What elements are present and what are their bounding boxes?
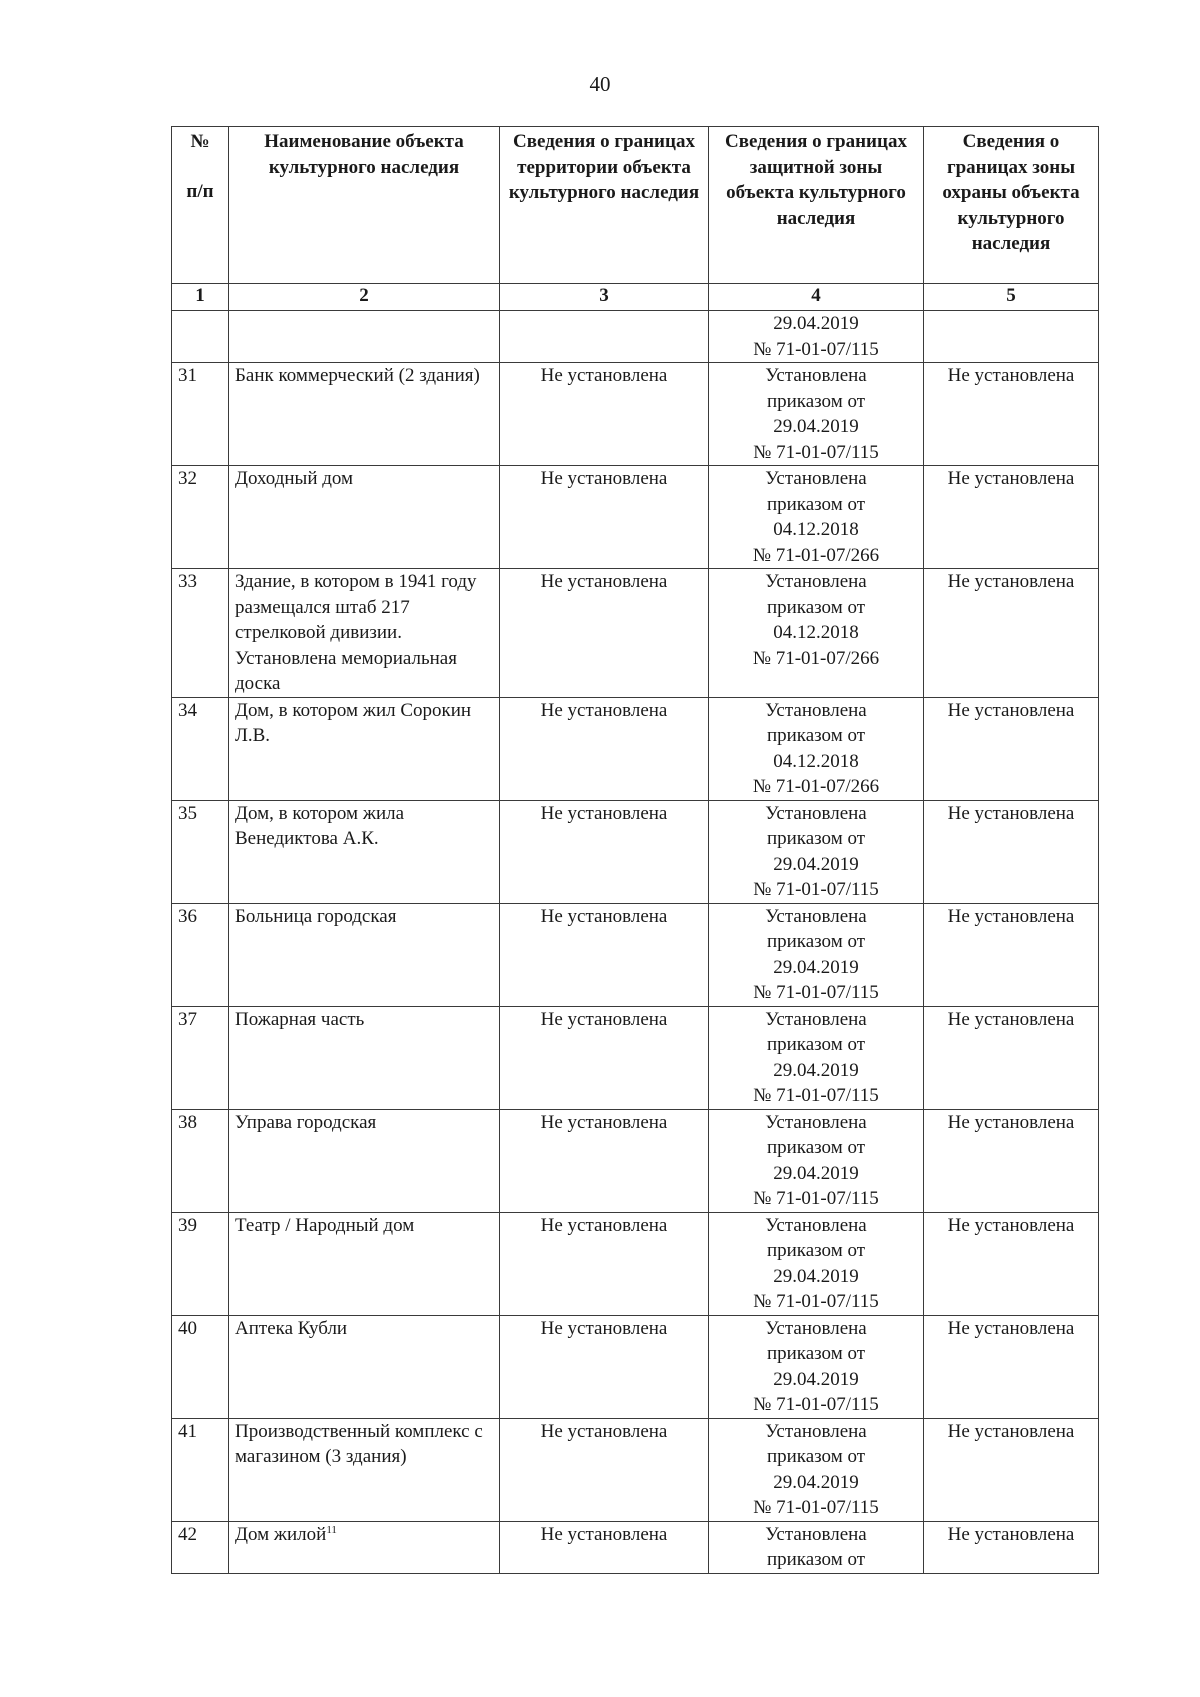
order-by: приказом от	[766, 1446, 866, 1467]
protective-zone-info	[709, 1212, 924, 1315]
table-row	[172, 800, 1099, 903]
order-number: № 71-01-07/115	[753, 879, 879, 900]
territory-info: Не установлена	[500, 466, 709, 569]
territory-info: Не установлена	[500, 1521, 709, 1573]
protective-zone-info	[709, 1006, 924, 1109]
protective-zone-info	[709, 1418, 924, 1521]
order-status: Установлена	[765, 905, 867, 927]
order-status: Установлена	[765, 1420, 867, 1442]
protective-zone-info	[709, 466, 924, 569]
protection-zone-info: Не установлена	[924, 1006, 1099, 1109]
territory-info: Не установлена	[500, 1315, 709, 1418]
table-row	[172, 1315, 1099, 1418]
order-number: № 71-01-07/115	[753, 1497, 879, 1518]
row-number: 42	[172, 1521, 229, 1573]
header-territory: Сведения о границах территории объекта культурного наследия	[500, 127, 709, 284]
row-number: 39	[172, 1212, 229, 1315]
column-number-row	[172, 284, 1099, 311]
protective-zone-info	[709, 903, 924, 1006]
territory-info: Не установлена	[500, 697, 709, 800]
order-status: Установлена	[765, 802, 867, 824]
header-object-name: Наименование объекта культурного наследия	[229, 127, 500, 284]
territory-info: Не установлена	[500, 903, 709, 1006]
protection-zone-info: Не установлена	[924, 1212, 1099, 1315]
object-name: Банк коммерческий (2 здания)	[229, 363, 500, 466]
protective-zone-info	[709, 311, 924, 363]
protection-zone-info: Не установлена	[924, 903, 1099, 1006]
row-number: 38	[172, 1109, 229, 1212]
order-date: 29.04.2019	[773, 853, 859, 875]
table-row	[172, 466, 1099, 569]
protection-zone-info: Не установлена	[924, 800, 1099, 903]
order-date: 29.04.2019	[773, 1471, 859, 1493]
territory-info: Не установлена	[500, 800, 709, 903]
table-row	[172, 1212, 1099, 1315]
protection-zone-info: Не установлена	[924, 569, 1099, 698]
order-status: Установлена	[765, 1111, 867, 1133]
order-date: 04.12.2018	[773, 750, 859, 772]
row-number: 36	[172, 903, 229, 1006]
order-date: 29.04.2019	[773, 956, 859, 978]
order-date: 29.04.2019	[773, 1059, 859, 1081]
row-number	[172, 311, 229, 363]
row-number: 31	[172, 363, 229, 466]
order-by: приказом от	[766, 931, 866, 952]
order-status: Установлена	[765, 468, 867, 489]
protective-zone-info	[709, 1521, 924, 1573]
footnote-marker: 11	[326, 1523, 337, 1536]
table-row	[172, 1418, 1099, 1521]
order-number: № 71-01-07/115	[753, 1085, 879, 1106]
protective-zone-info	[709, 1315, 924, 1418]
order-date: 29.04.2019	[773, 1368, 859, 1390]
object-name: Аптека Кубли	[229, 1315, 500, 1418]
table-row	[172, 569, 1099, 698]
column-number: 2	[229, 284, 500, 311]
row-number: 32	[172, 466, 229, 569]
territory-info: Не установлена	[500, 363, 709, 466]
continuation-row	[172, 311, 1099, 363]
row-number: 40	[172, 1315, 229, 1418]
order-status: Установлена	[765, 365, 867, 386]
row-number: 35	[172, 800, 229, 903]
order-by: приказом от	[766, 1343, 866, 1364]
order-status: Установлена	[765, 1523, 867, 1545]
order-by: приказом от	[766, 596, 866, 618]
territory-info: Не установлена	[500, 1212, 709, 1315]
protection-zone-info: Не установлена	[924, 1521, 1099, 1573]
protection-zone-info: Не установлена	[924, 1315, 1099, 1418]
table-row	[172, 1521, 1099, 1573]
order-status: Установлена	[765, 1214, 867, 1236]
page-number: 40	[589, 72, 611, 96]
table-row	[172, 1109, 1099, 1212]
order-date: 29.04.2019	[773, 1162, 859, 1184]
order-number: № 71-01-07/115	[753, 441, 879, 463]
territory-info: Не установлена	[500, 1418, 709, 1521]
order-by: приказом от	[766, 1549, 866, 1570]
order-status: Установлена	[765, 1008, 867, 1030]
heritage-objects-table	[171, 126, 1099, 1574]
protective-zone-info	[709, 697, 924, 800]
table-body	[172, 363, 1099, 1522]
protection-zone-info: Не установлена	[924, 697, 1099, 800]
table-row	[172, 697, 1099, 800]
order-status: Установлена	[765, 699, 867, 721]
territory-info: Не установлена	[500, 569, 709, 698]
object-name: Пожарная часть	[229, 1006, 500, 1109]
column-number: 4	[709, 284, 924, 311]
header-number-sign: №	[190, 131, 210, 152]
order-number: № 71-01-07/115	[753, 982, 879, 1003]
object-name: Дом, в котором жил Сорокин Л.В.	[229, 697, 500, 800]
protection-zone-info: Не установлена	[924, 1109, 1099, 1212]
order-number: № 71-01-07/115	[753, 1291, 879, 1312]
header-number-pp: п/п	[186, 180, 214, 202]
order-number: № 71-01-07/115	[753, 338, 879, 360]
order-date: 29.04.2019	[773, 416, 859, 437]
row-number: 33	[172, 569, 229, 698]
order-number: № 71-01-07/266	[752, 647, 880, 669]
order-by: приказом от	[766, 493, 866, 515]
order-date: 29.04.2019	[773, 1265, 859, 1287]
protection-zone-info: Не установлена	[924, 1418, 1099, 1521]
row-number: 34	[172, 697, 229, 800]
row-number: 37	[172, 1006, 229, 1109]
header-number	[172, 127, 229, 284]
protection-zone-info: Не установлена	[924, 363, 1099, 466]
territory-info	[500, 311, 709, 363]
protective-zone-info	[709, 569, 924, 698]
column-number: 3	[500, 284, 709, 311]
order-status: Установлена	[765, 1317, 867, 1339]
order-date: 04.12.2018	[773, 622, 859, 643]
territory-info: Не установлена	[500, 1006, 709, 1109]
header-protective-zone: Сведения о границах защитной зоны объекта культурного наследия	[709, 127, 924, 284]
object-name-text: Дом жилой	[235, 1523, 327, 1545]
table-row	[172, 903, 1099, 1006]
order-number: № 71-01-07/266	[752, 776, 880, 797]
object-name: Больница городская	[229, 903, 500, 1006]
order-number: № 71-01-07/266	[752, 544, 880, 566]
table-row	[172, 1006, 1099, 1109]
order-by: приказом от	[766, 390, 866, 412]
object-name: Доходный дом	[229, 466, 500, 569]
object-name	[229, 311, 500, 363]
order-number: № 71-01-07/115	[753, 1394, 879, 1415]
object-name: Дом, в котором жила Венедиктова А.К.	[229, 800, 500, 903]
header-protection-zone: Сведения о границах зоны охраны объекта культурного наследия	[924, 127, 1099, 284]
order-by: приказом от	[766, 1240, 866, 1261]
order-number: № 71-01-07/115	[753, 1188, 879, 1209]
object-name: Управа городская	[229, 1109, 500, 1212]
order-status: Установлена	[765, 571, 867, 592]
protective-zone-info	[709, 800, 924, 903]
order-by: приказом от	[766, 1034, 866, 1055]
table-row	[172, 363, 1099, 466]
order-by: приказом от	[766, 725, 866, 746]
protective-zone-info	[709, 1109, 924, 1212]
column-number: 5	[924, 284, 1099, 311]
order-date: 29.04.2019	[773, 313, 859, 334]
object-name: Производственный комплекс с магазином (3 здания)	[229, 1418, 500, 1521]
row-number: 41	[172, 1418, 229, 1521]
protection-zone-info: Не установлена	[924, 466, 1099, 569]
order-by: приказом от	[766, 1137, 866, 1158]
protection-zone-info	[924, 311, 1099, 363]
column-number: 1	[172, 284, 229, 311]
order-date: 04.12.2018	[773, 519, 859, 540]
table-header-row	[172, 127, 1099, 284]
order-by: приказом от	[766, 828, 866, 849]
object-name	[229, 1521, 500, 1573]
object-name: Здание, в котором в 1941 году размещался штаб 217 стрелковой дивизии. Установлена мемориальная доска	[229, 569, 500, 698]
object-name: Театр / Народный дом	[229, 1212, 500, 1315]
territory-info: Не установлена	[500, 1109, 709, 1212]
protective-zone-info	[709, 363, 924, 466]
